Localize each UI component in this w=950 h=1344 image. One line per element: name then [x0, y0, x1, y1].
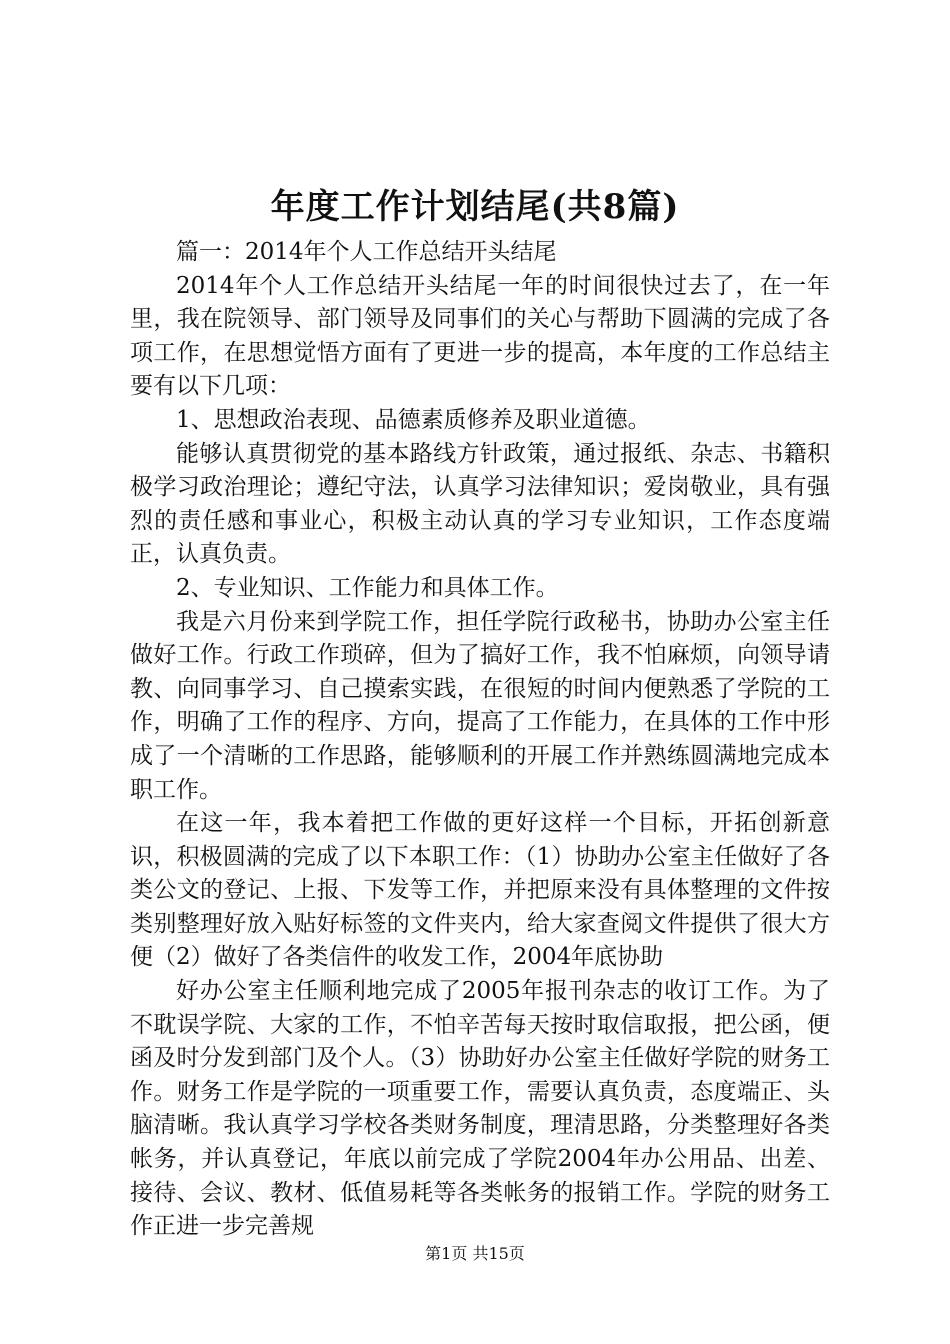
- subheading: 1、思想政治表现、品德素质修养及职业道德。: [176, 406, 651, 433]
- section-heading: 篇一：2014年个人工作总结开头结尾: [176, 239, 557, 265]
- paragraph: 好办公室主任顺利地完成了2005年报刊杂志的收订工作。为了不耽误学院、大家的工作，不怕辛苦每天按时取信取报，把公函，便函及时分发到部门及个人。（3）协助好办公室主任做好学院的财务工作。财务工作是学院的一项重要工作，需要认真负责，态度端正、头脑清晰。我认真学习学校各类财务制度，理清思路，分类整理好各类帐务，并认真登记，年底以前完成了学院2004年办公用品、出差、接待、会议、教材、低值易耗等各类帐务的报销工作。学院的财务工作正进一步完善规: [130, 978, 830, 1240]
- document-body: [130, 236, 830, 1244]
- document-title: 年度工作计划结尾(共8篇): [270, 187, 680, 227]
- subheading: 2、专业知识、工作能力和具体工作。: [176, 574, 559, 601]
- page-footer: 第1页 共15页: [425, 1244, 525, 1263]
- paragraph: 我是六月份来到学院工作，担任学院行政秘书，协助办公室主任做好工作。行政工作琐碎，但为了搞好工作，我不怕麻烦，向领导请教、向同事学习、自己摸索实践，在很短的时间内便熟悉了学院的工作，明确了工作的程序、方向，提高了工作能力，在具体的工作中形成了一个清晰的工作思路，能够顺利的开展工作并熟练圆满地完成本职工作。: [130, 608, 830, 803]
- paragraph: 2014年个人工作总结开头结尾一年的时间很快过去了，在一年里，我在院领导、部门领导及同事们的关心与帮助下圆满的完成了各项工作，在思想觉悟方面有了更进一步的提高，本年度的工作总结主要有以下几项：: [130, 272, 830, 400]
- paragraph: 在这一年，我本着把工作做的更好这样一个目标，开拓创新意识，积极圆满的完成了以下本职工作：（1）协助办公室主任做好了各类公文的登记、上报、下发等工作，并把原来没有具体整理的文件按类别整理好放入贴好标签的文件夹内，给大家查阅文件提供了很大方便（2）做好了各类信件的收发工作，2004年底协助: [130, 810, 830, 971]
- paragraph: 能够认真贯彻党的基本路线方针政策，通过报纸、杂志、书籍积极学习政治理论；遵纪守法，认真学习法律知识；爱岗敬业，具有强烈的责任感和事业心，积极主动认真的学习专业知识，工作态度端正，认真负责。: [130, 440, 830, 568]
